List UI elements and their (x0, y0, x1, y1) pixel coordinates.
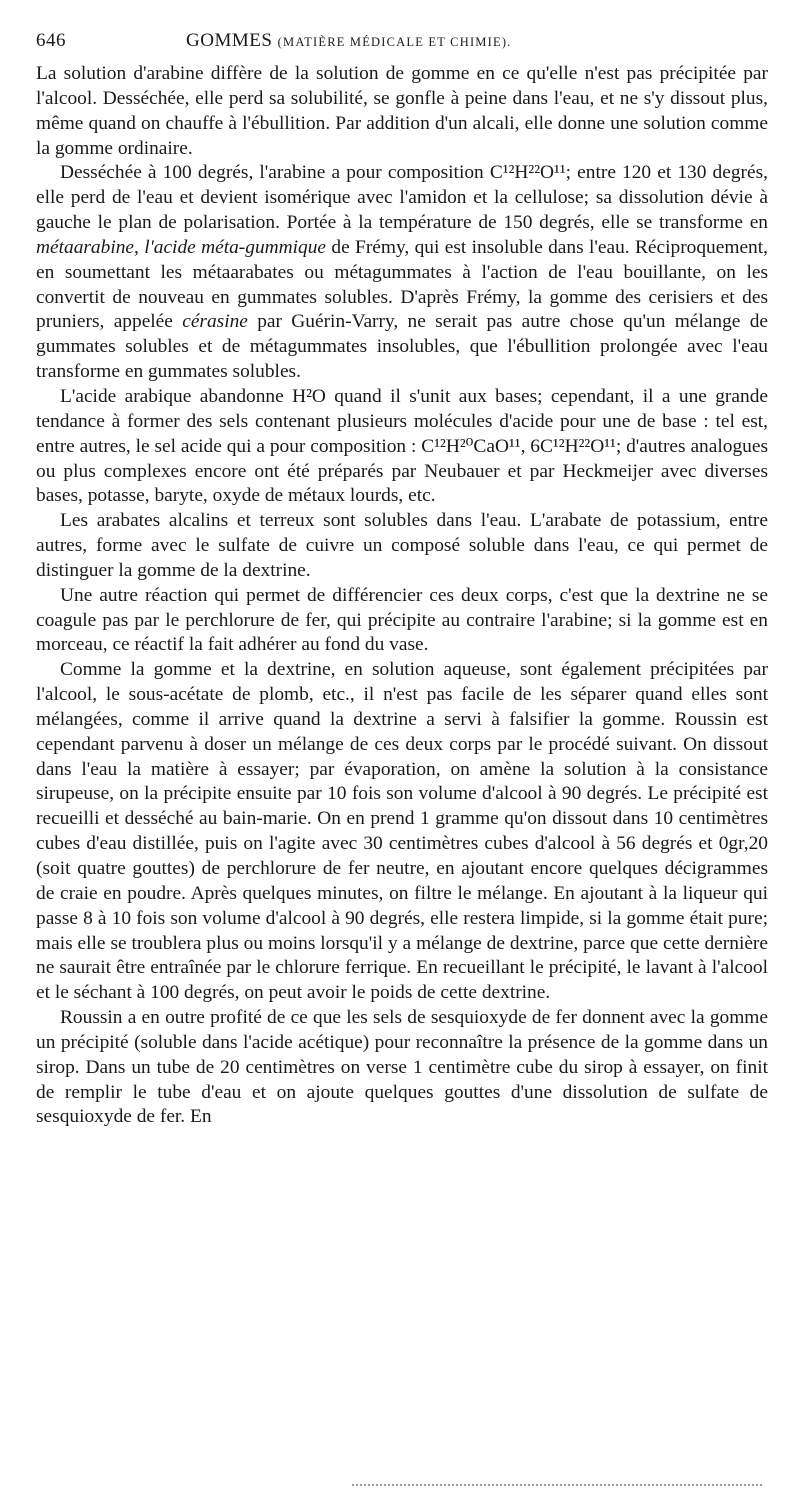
running-title-sub: (MATIÈRE MÉDICALE ET CHIMIE). (277, 35, 512, 49)
paragraph-6 (36, 658, 768, 1006)
paragraph-7: Roussin a en outre profité de ce que les sels de sesquioxyde de fer donnent avec la gomme un précipité (soluble dans l'acide acétique) pour reconnaître la présence de la gomme dans un sirop. Dans un tube de 20 centimètres on verse 1 centimètre cube du sirop à essayer, on finit de remplir le tube d'eau et on ajoute quelques gouttes d'une dissolution de sulfate de sesquioxyde de fer. En (36, 1007, 768, 1128)
text-run: Desséchée à 100 degrés, l'arabine a pour composition (60, 162, 490, 184)
text-run: ; d'autres analogues ou plus complexes encore ont été préparés par Neubauer et par Heckmeijer avec diverses bases, potasse, baryte, oxyde de métaux lourds, etc. (36, 435, 768, 507)
paragraph-5: Une autre réaction qui permet de différencier ces deux corps, c'est que la dextrine ne se coagule pas par le perchlorure de fer, qui précipite au contraire l'arabine; si la gomme est en morceau, ce réactif la fait adhérer au fond du vase. (36, 584, 768, 656)
paragraph-2 (36, 161, 768, 385)
formula-acid-salt: C¹²H²⁰CaO¹¹, 6C¹²H²²O¹¹ (421, 435, 616, 457)
text-run: , (134, 236, 145, 258)
text-run: ; entre 120 et 130 degrés, elle perd de l'eau et devient isomérique avec l'amidon et la cellulose; sa dissolution dévie à gauche le plan de polarisation. Portée à la température de 150 degrés, elle se transforme en (36, 162, 768, 234)
running-header (36, 30, 768, 52)
text-run: (soit quatre gouttes) de perchlorure de fer neutre, en ajoutant encore quelques décigrammes de craie en poudre. Après quelques minutes, on filtre le mélange. En ajoutant à la liqueur qui passe 8 à 10 fois son volume d'alcool à 90 degrés, elle restera limpide, si la gomme était pure; mais elle se troublera plus ou moins lorsqu'il y a mélange de dextrine, parce que cette dernière ne saurait être entraînée par le chlorure ferrique. En recueillant le précipité, le lavant à l'alcool et le séchant à 100 degrés, on peut avoir le poids de cette dextrine. (36, 858, 768, 1004)
page-number: 646 (36, 30, 66, 51)
formula-water: H²O (292, 385, 326, 407)
text-run: quand il s'unit aux bases; cependant, il a une grande tendance à former des sels contenant plusieurs molécules d'acide pour une de base : tel est, entre autres, le sel acide qui a pour composition : (36, 385, 768, 457)
footer-rule (352, 1484, 762, 1486)
italic-term: l'acide méta-gummique (144, 236, 327, 258)
paragraph-1: La solution d'arabine diffère de la solution de gomme en ce qu'elle n'est pas précipitée par l'alcool. Desséchée, elle perd sa solubilité, se gonfle à peine dans l'eau, et ne s'y dissout plus, même quand on chauffe à l'ébullition. Par addition d'un alcali, elle donne une solution comme la gomme ordinaire. (36, 63, 768, 159)
weight-value: 0gr,20 (718, 833, 768, 855)
text-run: par Guérin-Varry, ne serait pas autre chose qu'un mélange de gummates solubles et de métagummates insolubles, que l'ébullition prolongée avec l'eau transforme en gummates solubles. (36, 311, 769, 383)
body-text (36, 62, 768, 1130)
italic-term: cérasine (182, 311, 248, 333)
text-run: Comme la gomme et la dextrine, en solution aqueuse, sont également précipitées par l'alcool, le sous-acétate de plomb, etc., il n'est pas facile de les séparer quand elles sont mélangées, comme il arrive quand la dextrine a servi à falsifier la gomme. Roussin est cependant parvenu à doser un mélange de ces deux corps par le procédé suivant. On dissout dans l'eau la matière à essayer; par évaporation, on amène la solution à la consistance sirupeuse, on la précipite ensuite par 10 fois son volume d'alcool à 90 degrés. Le précipité est recueilli et desséché au bain-marie. On en prend 1 gramme qu'on dissout dans 10 centimètres cubes d'eau distillée, puis on l'agite avec 30 centimètres cubes d'alcool à 56 degrés et (36, 659, 768, 855)
paragraph-3 (36, 385, 768, 509)
formula-arabine: C¹²H²²O¹¹ (489, 162, 566, 184)
running-title (186, 30, 512, 52)
text-run: de Frémy, qui est insoluble dans l'eau. Réciproquement, en soumettant les métaarabates ou métagummates à l'action de l'eau bouillante, on les convertit de nouveau en gummates solubles. D'après Frémy, la gomme des cerisiers et des pruniers, appelée (36, 236, 768, 333)
running-title-main: GOMMES (186, 30, 273, 51)
text-run: L'acide arabique abandonne (60, 385, 293, 407)
paragraph-4: Les arabates alcalins et terreux sont solubles dans l'eau. L'arabate de potassium, entre autres, forme avec le sulfate de cuivre un composé soluble dans l'eau, ce qui permet de distinguer la gomme de la dextrine. (36, 510, 768, 581)
italic-term: métaarabine (36, 236, 135, 258)
